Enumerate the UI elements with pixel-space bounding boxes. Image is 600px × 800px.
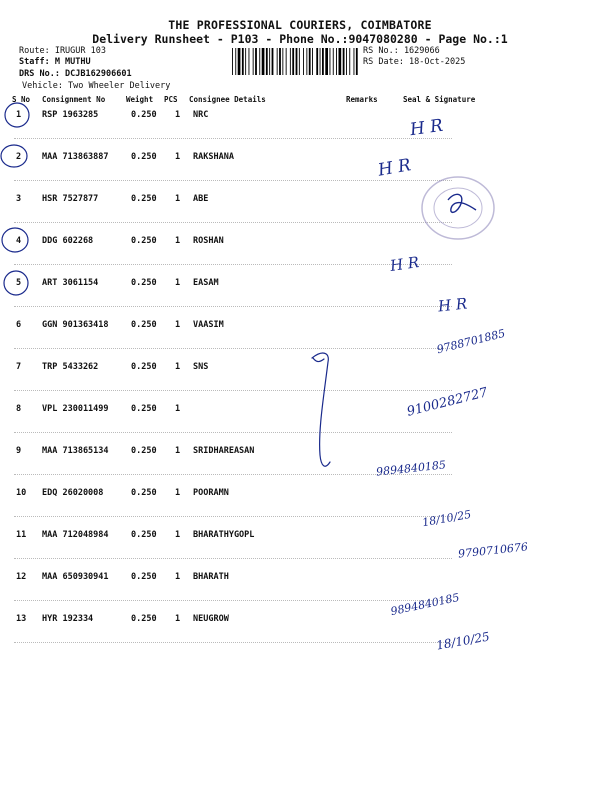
row-consignment-no: VPL 230011499: [42, 404, 109, 414]
col-header-signature: Seal & Signature: [403, 95, 476, 104]
signature-11: 9790710676: [457, 540, 529, 561]
row-consignment-no: MAA 713865134: [42, 446, 109, 456]
row-consignee: NEUGROW: [193, 614, 229, 624]
row-consignee: BHARATH: [193, 572, 229, 582]
row-weight: 0.250: [131, 236, 157, 246]
table-row: [0, 572, 600, 588]
row-weight: 0.250: [131, 488, 157, 498]
row-divider: [14, 600, 452, 601]
row-consignee: EASAM: [193, 278, 219, 288]
row-consignment-no: ART 3061154: [42, 278, 99, 288]
row-weight: 0.250: [131, 152, 157, 162]
row-sno: 11: [16, 530, 27, 540]
row-divider: [14, 264, 452, 265]
signature-10: 18/10/25: [421, 507, 473, 530]
drs-number: DRS No.: DCJB162906601: [19, 69, 132, 79]
row-weight: 0.250: [131, 194, 157, 204]
signature-1: H R: [408, 115, 445, 141]
row-pcs: 1: [175, 614, 181, 624]
row-pcs: 1: [175, 110, 181, 120]
row-sno: 9: [16, 446, 22, 456]
row-divider: [14, 222, 452, 223]
row-consignee: SRIDHAREASAN: [193, 446, 255, 456]
row-weight: 0.250: [131, 362, 157, 372]
row-consignment-no: MAA 712048984: [42, 530, 109, 540]
row-pcs: 1: [175, 362, 181, 372]
row-weight: 0.250: [131, 110, 157, 120]
row-sno: 10: [16, 488, 27, 498]
signature-12: 9894840185: [389, 590, 461, 619]
row-divider: [14, 390, 452, 391]
row-divider: [14, 642, 452, 643]
row-consignee: ROSHAN: [193, 236, 224, 246]
row-pcs: 1: [175, 152, 181, 162]
row-sno: 7: [16, 362, 22, 372]
col-header-sno: S No: [12, 95, 31, 104]
row-divider: [14, 180, 452, 181]
row-sno: 12: [16, 572, 27, 582]
table-row: [0, 236, 600, 252]
row-sno: 2: [16, 152, 22, 162]
row-weight: 0.250: [131, 530, 157, 540]
row-sno: 5: [16, 278, 22, 288]
rs-number: RS No.: 1629066: [363, 46, 440, 56]
row-divider: [14, 432, 452, 433]
row-pcs: 1: [175, 572, 181, 582]
row-consignment-no: TRP 5433262: [42, 362, 99, 372]
row-consignment-no: GGN 901363418: [42, 320, 109, 330]
row-consignment-no: HYR 192334: [42, 614, 94, 624]
rs-date: RS Date: 18-Oct-2025: [363, 57, 466, 67]
row-sno: 3: [16, 194, 22, 204]
table-row: [0, 194, 600, 210]
col-header-pcs: PCS: [164, 95, 178, 104]
row-weight: 0.250: [131, 278, 157, 288]
table-row: [0, 404, 600, 420]
row-weight: 0.250: [131, 446, 157, 456]
signature-4: H R: [388, 253, 421, 275]
row-consignee: VAASIM: [193, 320, 224, 330]
col-header-consignee: Consignee Details: [189, 95, 266, 104]
row-divider: [14, 558, 452, 559]
row-weight: 0.250: [131, 614, 157, 624]
row-pcs: 1: [175, 278, 181, 288]
row-weight: 0.250: [131, 572, 157, 582]
row-pcs: 1: [175, 194, 181, 204]
vehicle-label: Vehicle: Two Wheeler Delivery: [22, 81, 171, 91]
row-consignment-no: MAA 650930941: [42, 572, 109, 582]
row-consignment-no: HSR 7527877: [42, 194, 99, 204]
row-consignee: RAKSHANA: [193, 152, 234, 162]
row-consignee: POORAMN: [193, 488, 229, 498]
row-divider: [14, 306, 452, 307]
row-pcs: 1: [175, 530, 181, 540]
row-consignment-no: EDQ 26020008: [42, 488, 104, 498]
col-header-consignment: Consignment No: [42, 95, 106, 104]
col-header-weight: Weight: [126, 95, 154, 104]
row-consignment-no: DDG 602268: [42, 236, 94, 246]
row-consignee: NRC: [193, 110, 209, 120]
row-sno: 6: [16, 320, 22, 330]
row-pcs: 1: [175, 488, 181, 498]
row-pcs: 1: [175, 236, 181, 246]
col-header-remarks: Remarks: [346, 95, 378, 104]
signature-6: 9788701885: [435, 326, 507, 357]
table-row: [0, 320, 600, 336]
table-row: [0, 614, 600, 630]
row-weight: 0.250: [131, 320, 157, 330]
row-divider: [14, 138, 452, 139]
table-row: [0, 488, 600, 504]
staff-label: Staff: M MUTHU: [19, 57, 91, 67]
row-weight: 0.250: [131, 404, 157, 414]
table-row: [0, 362, 600, 378]
signature-8: 9100282727: [405, 385, 490, 420]
signature-5: H R: [437, 294, 469, 316]
row-divider: [14, 516, 452, 517]
table-row: [0, 278, 600, 294]
document-subtitle: Delivery Runsheet - P103 - Phone No.:9047080280 - Page No.:1: [92, 32, 508, 46]
route-label: Route: IRUGUR 103: [19, 46, 106, 56]
signature-2: H R: [376, 155, 413, 181]
row-pcs: 1: [175, 446, 181, 456]
signature-9: 9894840185: [375, 458, 447, 479]
row-pcs: 1: [175, 320, 181, 330]
table-row: [0, 152, 600, 168]
signature-13: 18/10/25: [435, 629, 491, 653]
row-consignee: SNS: [193, 362, 209, 372]
document-title: THE PROFESSIONAL COURIERS, COIMBATORE: [168, 18, 432, 32]
row-divider: [14, 348, 452, 349]
table-row: [0, 446, 600, 462]
row-consignee: BHARATHYGOPL: [193, 530, 255, 540]
row-sno: 4: [16, 236, 22, 246]
row-sno: 1: [16, 110, 22, 120]
row-consignment-no: RSP 1963285: [42, 110, 99, 120]
row-consignee: ABE: [193, 194, 209, 204]
barcode-image: [232, 48, 358, 75]
row-consignment-no: MAA 713863887: [42, 152, 109, 162]
row-pcs: 1: [175, 404, 181, 414]
row-sno: 8: [16, 404, 22, 414]
row-sno: 13: [16, 614, 27, 624]
table-row: [0, 110, 600, 126]
